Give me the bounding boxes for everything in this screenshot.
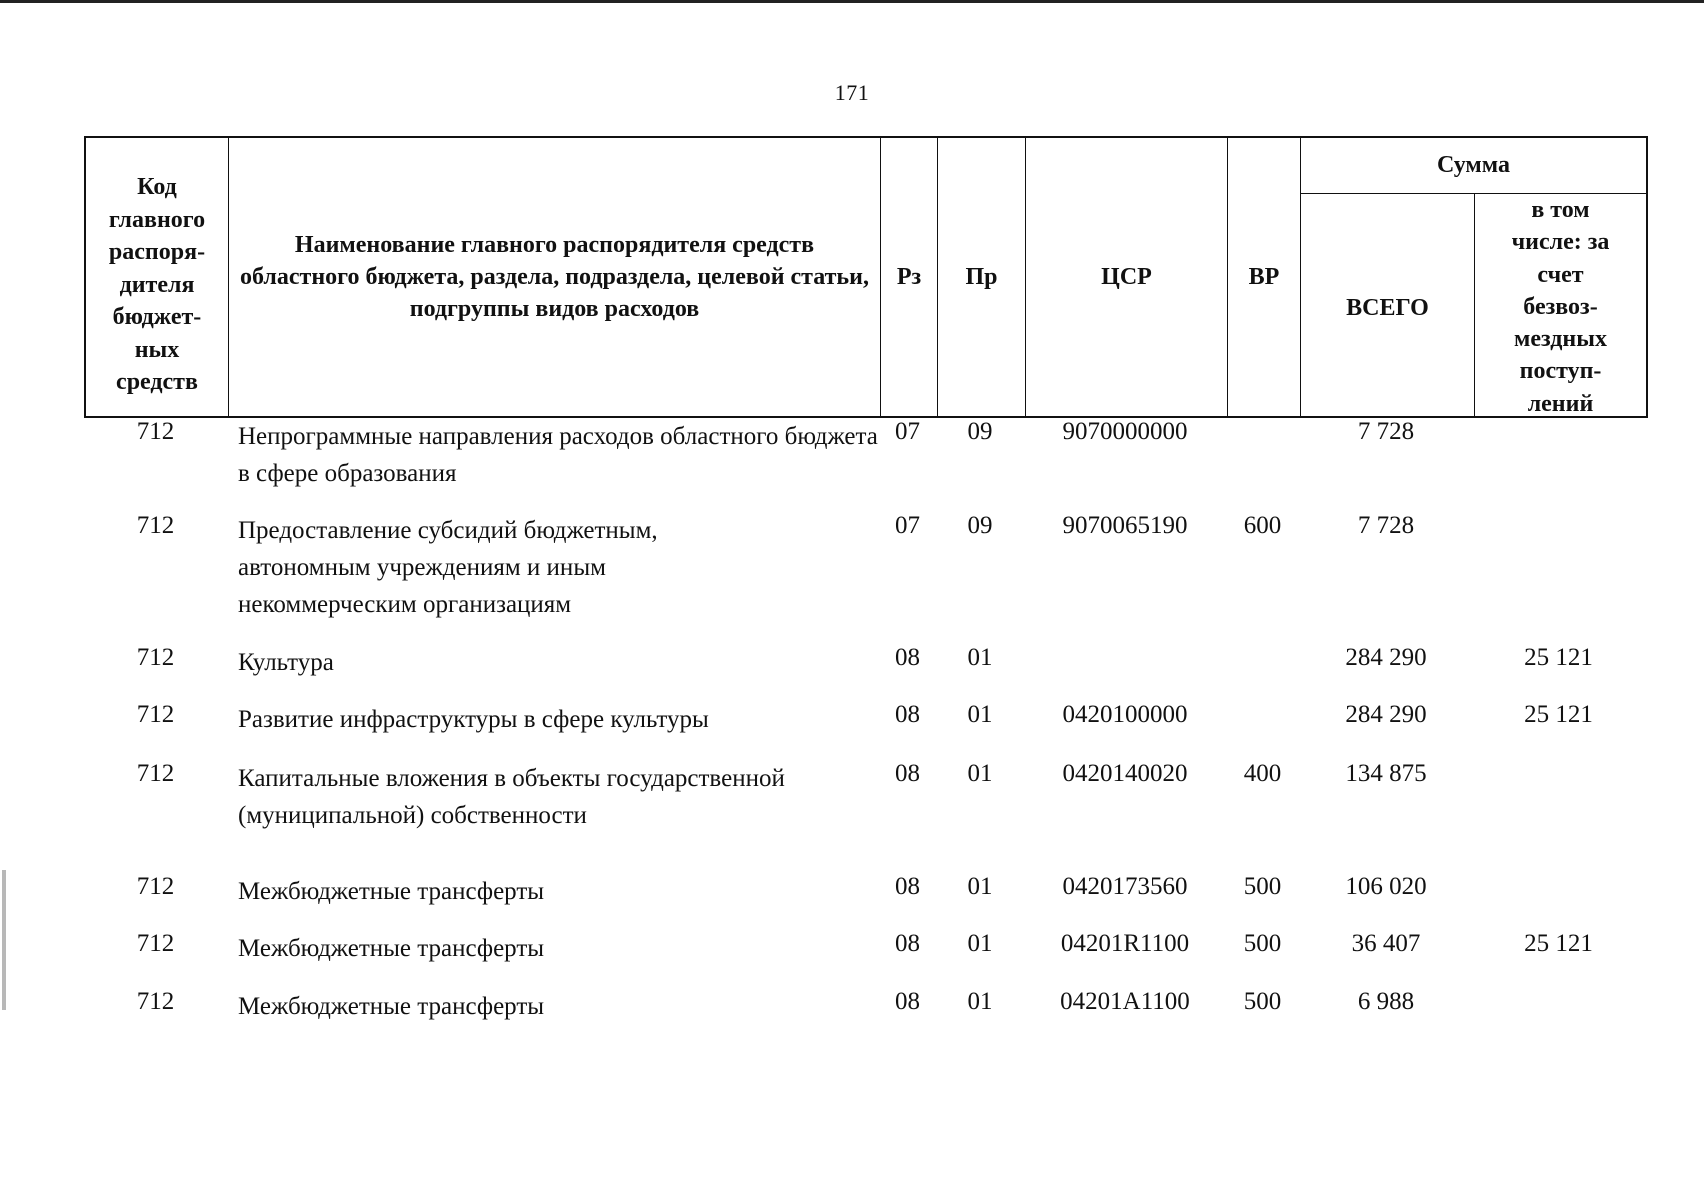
cell-incl: 25 121 (1524, 930, 1593, 957)
header-kod-line: дителя (119, 271, 195, 298)
cell-rz: 08 (895, 873, 920, 900)
cell-name: Культура (238, 649, 334, 676)
table-header (84, 136, 1648, 418)
cell-rz: 08 (895, 930, 920, 957)
cell-rz: 07 (895, 418, 920, 445)
header-rz: Рз (881, 138, 938, 416)
cell-name: Капитальные вложения в объекты государственной (муниципальной) собственности (238, 765, 785, 829)
header-incl-line: мездных (1514, 326, 1607, 353)
header-incl-line: в том (1531, 197, 1590, 223)
cell-total: 6 988 (1357, 988, 1415, 1015)
top-border-line (0, 0, 1704, 3)
header-name: Наименование главного распорядителя средств областного бюджета, раздела, подраздела, целевой статьи, подгруппы видов расходов (229, 138, 881, 416)
cell-rz: 08 (895, 988, 920, 1015)
header-kod-line: средств (116, 369, 198, 396)
cell-csr: 9070000000 (1062, 418, 1188, 445)
cell-kod: 712 (136, 988, 175, 1015)
header-incl (1475, 194, 1646, 416)
cell-kod: 712 (136, 644, 175, 671)
cell-incl: 25 121 (1524, 644, 1593, 671)
cell-kod: 712 (136, 512, 175, 539)
header-kod-line: главного (108, 206, 206, 233)
header-total: ВСЕГО (1301, 194, 1475, 416)
cell-rz: 08 (895, 701, 920, 728)
cell-vr: 500 (1243, 873, 1282, 900)
cell-name: Межбюджетные трансферты (238, 935, 545, 962)
cell-pr: 01 (967, 988, 993, 1015)
cell-pr: 01 (967, 701, 993, 728)
cell-kod: 712 (136, 930, 175, 957)
cell-pr: 01 (967, 873, 993, 900)
cell-rz: 08 (895, 760, 920, 787)
cell-csr: 0420173560 (1062, 873, 1188, 900)
header-kod-line: Код (137, 174, 177, 201)
cell-name: Межбюджетные трансферты (238, 993, 545, 1020)
header-summa: Сумма (1301, 138, 1646, 194)
cell-rz: 08 (895, 644, 920, 671)
cell-vr: 500 (1243, 930, 1282, 957)
cell-total: 284 290 (1345, 644, 1427, 671)
header-incl-line: поступ- (1519, 358, 1602, 385)
cell-name: Межбюджетные трансферты (238, 878, 545, 905)
cell-kod: 712 (136, 873, 175, 900)
cell-csr: 0420100000 (1062, 701, 1188, 728)
cell-csr: 9070065190 (1062, 512, 1188, 539)
cell-vr: 400 (1243, 760, 1282, 787)
header-kod (86, 138, 229, 416)
cell-pr: 01 (967, 644, 993, 671)
header-vr: ВР (1228, 138, 1301, 416)
cell-total: 36 407 (1351, 930, 1421, 957)
header-kod-line: распоря- (108, 239, 206, 266)
cell-incl: 25 121 (1524, 701, 1593, 728)
cell-name: Развитие инфраструктуры в сфере культуры (238, 706, 709, 733)
header-incl-line: безвоз- (1523, 293, 1598, 320)
cell-csr: 04201R1100 (1060, 930, 1190, 957)
cell-kod: 712 (136, 760, 175, 787)
cell-total: 284 290 (1345, 701, 1427, 728)
cell-csr: 04201A1100 (1060, 988, 1190, 1015)
cell-name: Непрограммные направления расходов областного бюджета в сфере образования (238, 423, 878, 487)
cell-pr: 01 (967, 930, 993, 957)
cell-pr: 01 (967, 760, 993, 787)
page-number: 171 (834, 80, 870, 105)
header-incl-line: числе: за (1511, 229, 1610, 256)
header-pr: Пр (938, 138, 1026, 416)
cell-pr: 09 (967, 512, 993, 539)
cell-total: 106 020 (1345, 873, 1427, 900)
cell-csr: 0420140020 (1062, 760, 1188, 787)
cell-total: 7 728 (1357, 418, 1415, 445)
header-kod-line: бюджет- (112, 304, 202, 331)
header-csr: ЦСР (1026, 138, 1228, 416)
cell-pr: 09 (967, 418, 993, 445)
header-incl-line: счет (1537, 261, 1584, 288)
header-incl-line: лений (1527, 390, 1594, 417)
cell-kod: 712 (136, 418, 175, 445)
cell-rz: 07 (895, 512, 920, 539)
cell-name: Предоставление субсидий бюджетным, автономным учреждениям и иным некоммерческим организациям (238, 517, 658, 618)
header-kod-line: ных (134, 336, 180, 363)
cell-total: 134 875 (1345, 760, 1427, 787)
cell-vr: 600 (1243, 512, 1282, 539)
cell-total: 7 728 (1357, 512, 1415, 539)
cell-kod: 712 (136, 701, 175, 728)
scan-artifact (2, 870, 6, 1010)
cell-vr: 500 (1243, 988, 1282, 1015)
